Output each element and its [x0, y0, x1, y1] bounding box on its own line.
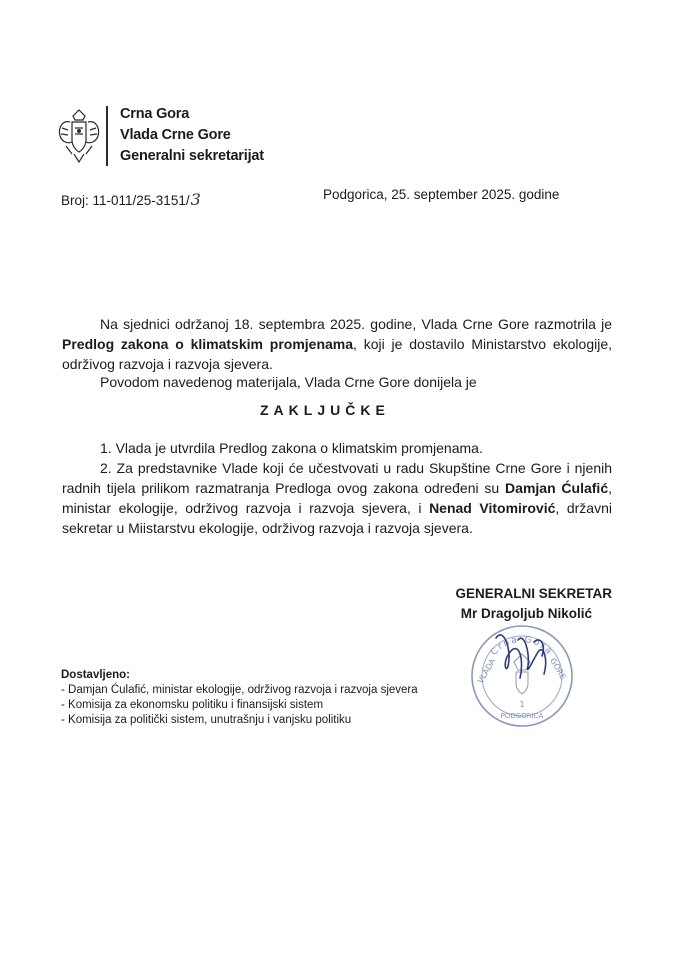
- item2-text-a: 2. Za predstavnike Vlade koji će učestvovati u radu Skupštine Crne Gore i njenih radnih tijela prilikom razmatranja Predloga ovog zakona određeni su: [62, 460, 612, 496]
- law-title: Predlog zakona o klimatskim promjenama: [62, 336, 354, 352]
- representative-2: Nenad Vitomirović: [429, 500, 556, 516]
- header-divider: [106, 106, 108, 166]
- stamp-right-text: GORE: [548, 656, 568, 682]
- intro-text-a: Na sjednici održanoj 18. septembra 2025. godine, Vlada Crne Gore razmotrila je: [100, 316, 612, 332]
- distribution-item: - Komisija za politički sistem, unutrašnju i vanjsku politiku: [61, 714, 352, 726]
- signature-block: [396, 584, 612, 624]
- signatory-name: Mr Dragoljub Nikolić: [460, 606, 592, 621]
- distribution-item: - Damjan Ćulafić, ministar ekologije, održivog razvoja i razvoja sjevera: [61, 684, 418, 696]
- document-date: Podgorica, 25. september 2025. godine: [323, 187, 560, 202]
- reference-number: [61, 190, 201, 209]
- handwritten-digit: 3: [190, 190, 201, 209]
- item2-text-c: , državni sekretar u Miistarstvu ekologije, održivog razvoja i razvoja sjevera.: [62, 500, 612, 536]
- representative-1: Damjan Ćulafić: [505, 480, 609, 496]
- item2-text-b: , ministar ekologije, održivog razvoja i razvoja sjevera, i: [62, 480, 613, 516]
- letterhead-country: Crna Gora: [120, 106, 190, 122]
- letterhead-secretariat: Generalni sekretarijat: [120, 148, 264, 164]
- stamp-top-text: Crna Gora: [489, 634, 555, 658]
- distribution-item: - Komisija za ekonomsku politiku i finansijski sistem: [61, 699, 324, 711]
- reference-number-text: Broj: 11-011/25-3151/: [61, 193, 190, 208]
- official-stamp: [468, 622, 576, 730]
- conclusions-list: [62, 438, 612, 538]
- letterhead-government: Vlada Crne Gore: [120, 127, 231, 143]
- decision-paragraph: Povodom navedenog materijala, Vlada Crne Gore donijela je: [100, 374, 477, 390]
- letterhead: [120, 104, 264, 167]
- stamp-number: 1: [519, 700, 525, 709]
- conclusion-item-1: 1. Vlada je utvrdila Predlog zakona o klimatskim promjenama.: [100, 440, 483, 456]
- conclusion-item-2: [62, 458, 612, 538]
- intro-paragraph: [62, 314, 612, 374]
- intro-text-b: , koji je dostavilo Ministarstvo ekologije, održivog razvoja i razvoja sjevera.: [62, 336, 612, 372]
- coat-of-arms-icon: [56, 108, 102, 166]
- distribution-list: [61, 668, 418, 728]
- conclusions-heading: ZAKLJUČKE: [260, 402, 390, 418]
- stamp-city: PODGORICA: [500, 712, 544, 720]
- distribution-title: Dostavljeno:: [61, 669, 131, 681]
- signature-title: GENERALNI SEKRETAR: [455, 586, 612, 601]
- stamp-left-text: VLADA: [475, 657, 498, 685]
